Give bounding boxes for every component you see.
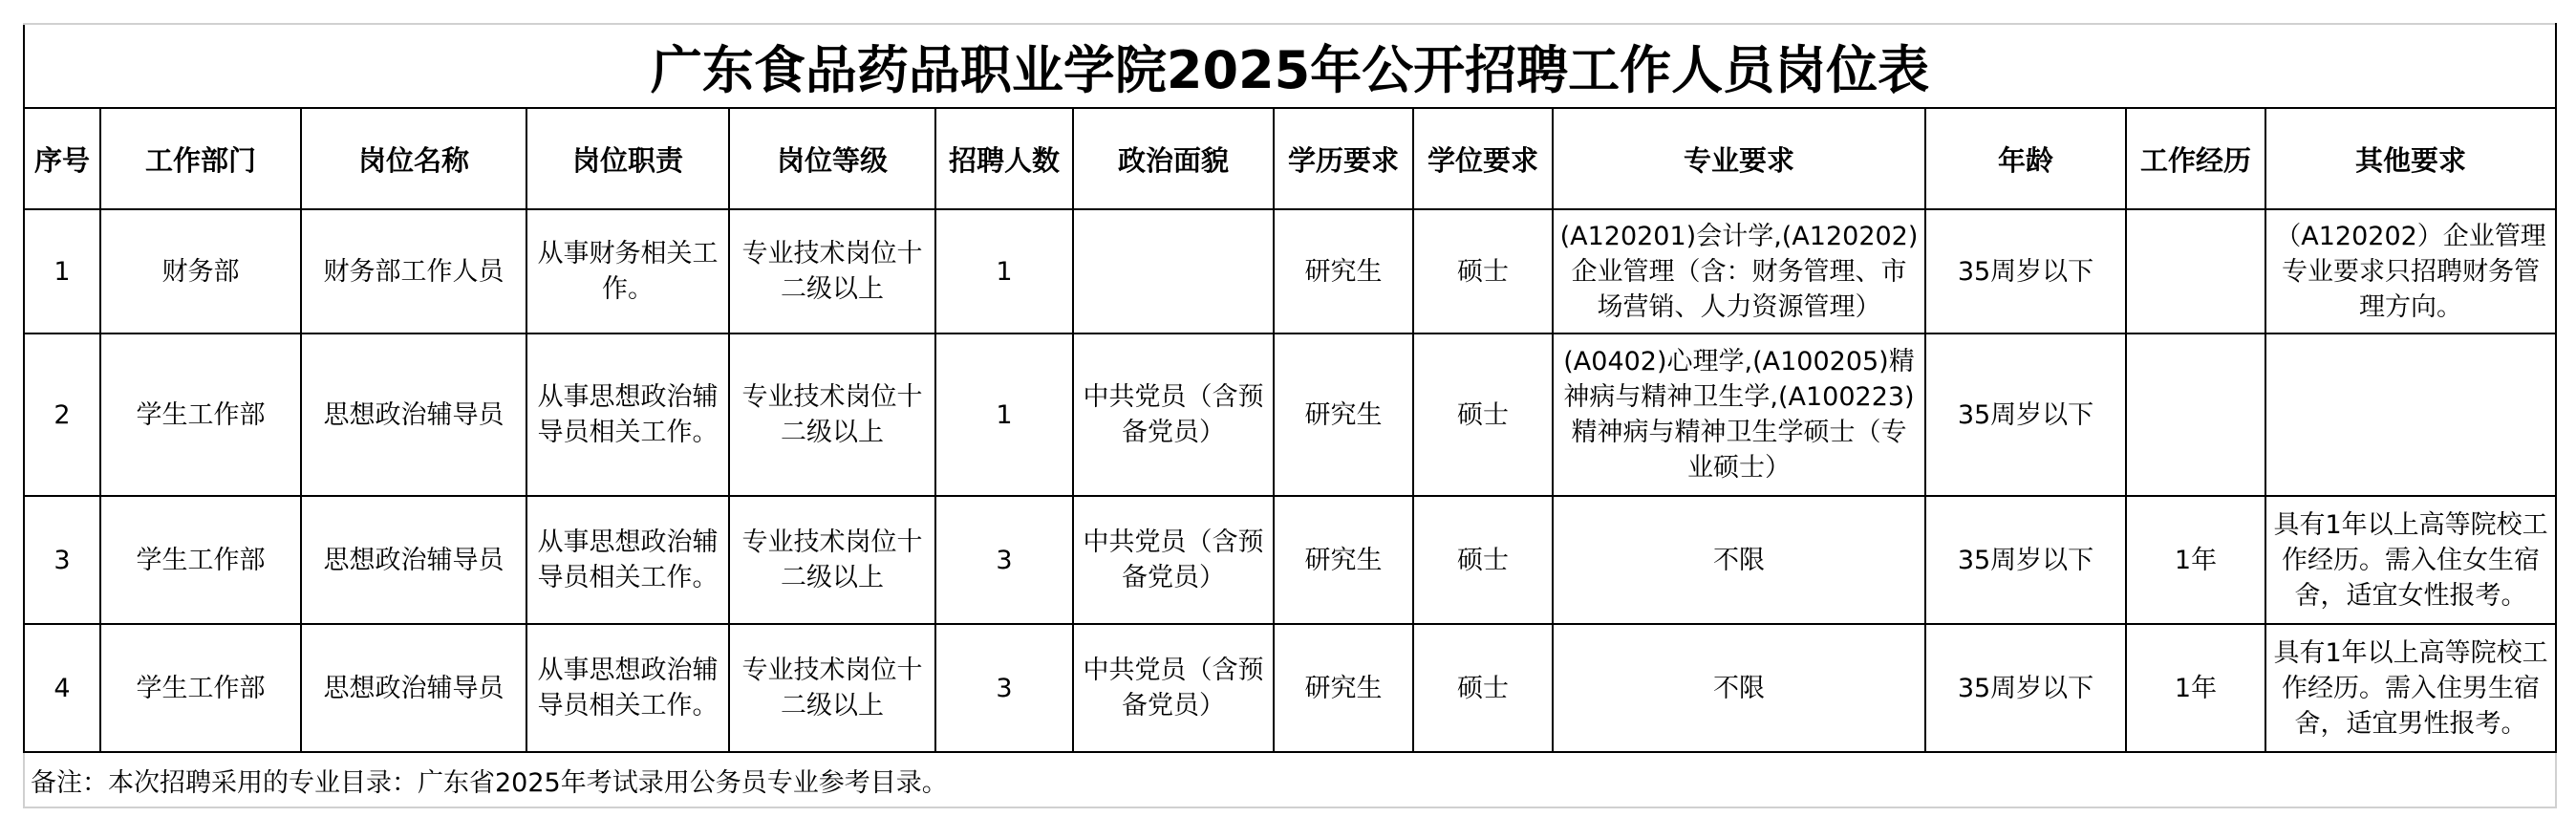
table-row [24, 209, 2556, 333]
cell-post: 思想政治辅导员 [301, 333, 526, 496]
cell-degree: 硕士 [1413, 624, 1553, 752]
cell-dept: 学生工作部 [100, 333, 301, 496]
cell-dept: 财务部 [100, 209, 301, 333]
table-row [24, 333, 2556, 496]
cell-other: （A120202）企业管理专业要求只招聘财务管理方向。 [2265, 209, 2556, 333]
cell-education: 研究生 [1274, 209, 1413, 333]
cell-level: 专业技术岗位十二级以上 [729, 333, 935, 496]
header-count: 招聘人数 [935, 108, 1073, 209]
header-no: 序号 [24, 108, 100, 209]
cell-post: 财务部工作人员 [301, 209, 526, 333]
cell-count: 1 [935, 209, 1073, 333]
table-row [24, 496, 2556, 624]
cell-level: 专业技术岗位十二级以上 [729, 496, 935, 624]
cell-count: 1 [935, 333, 1073, 496]
table-title: 广东食品药品职业学院2025年公开招聘工作人员岗位表 [24, 24, 2556, 108]
cell-duty: 从事财务相关工作。 [526, 209, 729, 333]
cell-experience [2126, 209, 2265, 333]
cell-duty: 从事思想政治辅导员相关工作。 [526, 624, 729, 752]
cell-dept: 学生工作部 [100, 496, 301, 624]
header-row [24, 108, 2556, 209]
note-row [24, 752, 2556, 807]
cell-major: (A0402)心理学,(A100205)精神病与精神卫生学,(A100223)精神病与精神卫生学硕士（专业硕士） [1553, 333, 1925, 496]
cell-education: 研究生 [1274, 496, 1413, 624]
header-experience: 工作经历 [2126, 108, 2265, 209]
cell-age: 35周岁以下 [1925, 209, 2126, 333]
cell-post: 思想政治辅导员 [301, 496, 526, 624]
cell-level: 专业技术岗位十二级以上 [729, 209, 935, 333]
positions-table [23, 23, 2557, 808]
cell-age: 35周岁以下 [1925, 496, 2126, 624]
cell-age: 35周岁以下 [1925, 333, 2126, 496]
header-political: 政治面貌 [1073, 108, 1274, 209]
cell-no: 3 [24, 496, 100, 624]
header-age: 年龄 [1925, 108, 2126, 209]
header-dept: 工作部门 [100, 108, 301, 209]
header-degree: 学位要求 [1413, 108, 1553, 209]
header-post: 岗位名称 [301, 108, 526, 209]
cell-post: 思想政治辅导员 [301, 624, 526, 752]
table-row [24, 624, 2556, 752]
cell-no: 2 [24, 333, 100, 496]
cell-political: 中共党员（含预备党员） [1073, 496, 1274, 624]
header-major: 专业要求 [1553, 108, 1925, 209]
cell-age: 35周岁以下 [1925, 624, 2126, 752]
cell-dept: 学生工作部 [100, 624, 301, 752]
cell-degree: 硕士 [1413, 209, 1553, 333]
cell-experience: 1年 [2126, 496, 2265, 624]
cell-no: 1 [24, 209, 100, 333]
header-level: 岗位等级 [729, 108, 935, 209]
cell-duty: 从事思想政治辅导员相关工作。 [526, 333, 729, 496]
cell-other: 具有1年以上高等院校工作经历。需入住男生宿舍，适宜男性报考。 [2265, 624, 2556, 752]
recruitment-sheet [23, 23, 2555, 808]
cell-political: 中共党员（含预备党员） [1073, 624, 1274, 752]
cell-count: 3 [935, 496, 1073, 624]
footnote: 备注：本次招聘采用的专业目录：广东省2025年考试录用公务员专业参考目录。 [24, 752, 2556, 807]
header-other: 其他要求 [2265, 108, 2556, 209]
header-duty: 岗位职责 [526, 108, 729, 209]
cell-count: 3 [935, 624, 1073, 752]
cell-experience [2126, 333, 2265, 496]
cell-degree: 硕士 [1413, 496, 1553, 624]
cell-other [2265, 333, 2556, 496]
cell-major: 不限 [1553, 496, 1925, 624]
cell-political: 中共党员（含预备党员） [1073, 333, 1274, 496]
cell-duty: 从事思想政治辅导员相关工作。 [526, 496, 729, 624]
cell-education: 研究生 [1274, 333, 1413, 496]
cell-major: (A120201)会计学,(A120202)企业管理（含：财务管理、市场营销、人力资源管理） [1553, 209, 1925, 333]
cell-no: 4 [24, 624, 100, 752]
cell-level: 专业技术岗位十二级以上 [729, 624, 935, 752]
cell-political [1073, 209, 1274, 333]
cell-degree: 硕士 [1413, 333, 1553, 496]
header-education: 学历要求 [1274, 108, 1413, 209]
cell-education: 研究生 [1274, 624, 1413, 752]
cell-experience: 1年 [2126, 624, 2265, 752]
cell-other: 具有1年以上高等院校工作经历。需入住女生宿舍，适宜女性报考。 [2265, 496, 2556, 624]
cell-major: 不限 [1553, 624, 1925, 752]
